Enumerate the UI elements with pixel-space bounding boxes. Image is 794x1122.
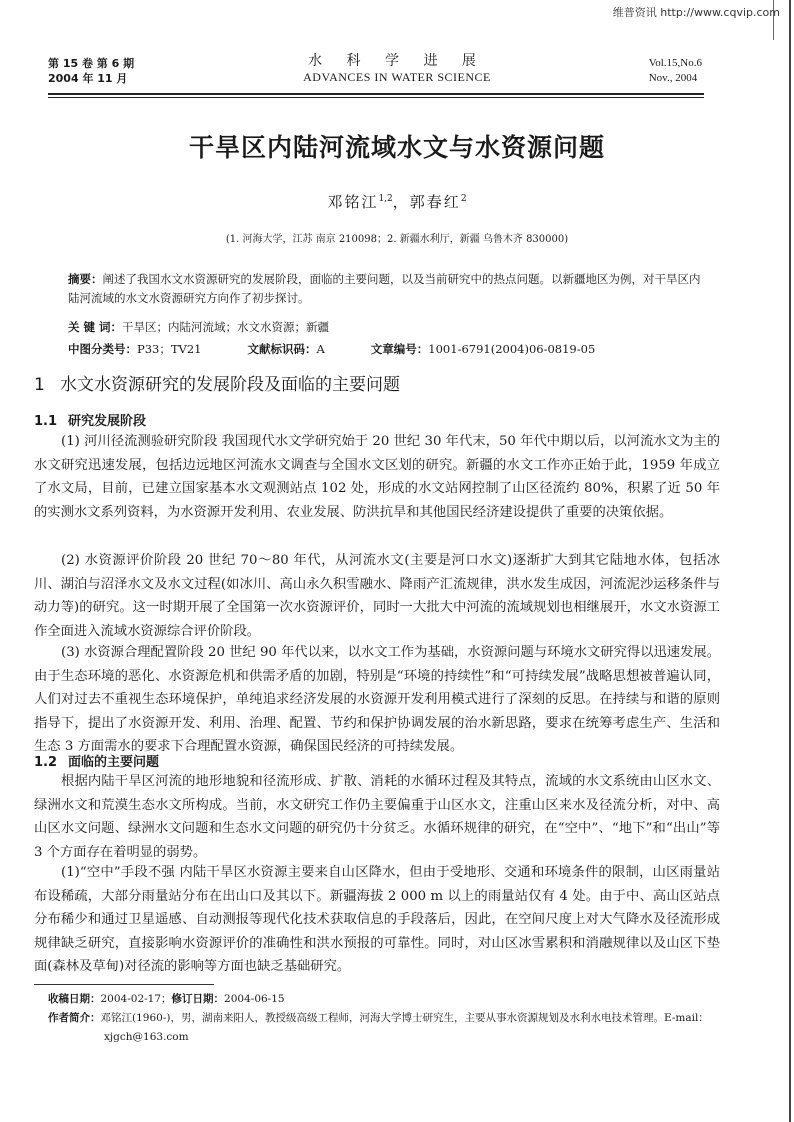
article-no-label: 文章编号： [370, 342, 429, 356]
section-heading [34, 370, 400, 395]
paper-title: 干旱区内陆河流域水文与水资源问题 [188, 133, 605, 162]
subsection-number: 1.2 [34, 755, 58, 770]
author-name: 郭春红 [409, 193, 461, 211]
doc-code-value: A [316, 342, 325, 356]
bio-label: 作者简介： [48, 1012, 101, 1024]
abstract [68, 270, 708, 308]
volume-en: Vol.15,No.6 [648, 57, 702, 69]
body-paragraph: (1)“空中”手段不强 内陆干旱区水资源主要来自山区降水，但由于受地形、交通和环境条件的限制，山区雨量站布设稀疏，大部分雨量站分布在出山口及其以下。新疆海拔 2 000 m 以上的雨量站仅有 4 处。由于中、高山区站点分布稀少和通过卫星遥感、自动测报等现代化技术获取信息的手段落后，因此，在空间尺度上对大气降水及径流形成规律缺乏研究，直接影响水资源评价的准确性和洪水预报的可靠性。同时，对山区冰雪累积和消融规律以及山区下垫面(森林及草甸)对径流的影响等方面也缺乏基础研究。 [34, 865, 720, 975]
received-label: 收稿日期： [48, 993, 101, 1005]
author-affil-mark: 1,2 [378, 194, 393, 204]
abstract-label: 摘要： [68, 272, 103, 286]
keywords-text: 干旱区；内陆河流域；水文水资源；新疆 [122, 320, 330, 334]
author-line [0, 191, 794, 212]
subsection-heading [34, 410, 146, 429]
abstract-text: 阐述了我国水文水资源研究的发展阶段，面临的主要问题，以及当前研究中的热点问题。以新疆地区为例，对干旱区内陆河流域的水文水资源研究方向作了初步探讨。 [68, 272, 701, 305]
revised-date: 2004-06-15 [224, 993, 285, 1005]
scan-edge-rule [789, 0, 791, 1122]
body-paragraph: 根据内陆干旱区河流的地形地貌和径流形成、扩散、消耗的水循环过程及其特点，流域的水文系统由山区水文、绿洲水文和荒漠生态水文所构成。当前，水文研究工作仍主要偏重于山区水文，注重山区来水及径流分析，对中、高山区水文问题、绿洲水文问题和生态水文问题的研究仍十分贫乏。水循环规律的研究，在“空中”、“地下”和“出山”等 3 个方面存在着明显的弱势。 [34, 774, 720, 860]
clc-label: 中图分类号： [68, 342, 137, 356]
body-paragraph: (3) 水资源合理配置阶段 20 世纪 90 年代以来，以水文工作为基础，水资源问题与环境水文研究得以迅速发展。由于生态环境的恶化、水资源危机和供需矛盾的加剧，特别是“环境的持续性”和“可持续发展”战略思想被普遍认同，人们对过去不重视生态环境保护，单纯追求经济发展的水资源开发利用模式进行了深刻的反思。在持续与和谐的原则指导下，提出了水资源开发、利用、治理、配置、节约和保护协调发展的治水新思路，要求在统筹考虑生产、生活和生态 3 方面需水的要求下合理配置水资源，确保国民经济的可持续发展。 [34, 645, 720, 755]
author-name: 邓铭江 [327, 193, 379, 211]
header-right [649, 56, 702, 86]
journal-name-en: ADVANCES IN WATER SCIENCE [303, 70, 491, 84]
journal-name-cn: 水 科 学 进 展 [308, 53, 486, 69]
subsection-title: 面临的主要问题 [68, 755, 160, 770]
clc-value: P33；TV21 [137, 342, 202, 356]
section-number: 1 [34, 375, 45, 395]
doc-code-label: 文献标识码： [247, 342, 317, 356]
keywords [68, 318, 708, 337]
author-separator: ， [392, 193, 410, 211]
footnote-author-bio [48, 1009, 728, 1047]
header-rule [48, 93, 704, 95]
author-affil-mark: 2 [460, 194, 467, 204]
affiliation: (1. 河海大学，江苏 南京 210098；2. 新疆水利厅，新疆 乌鲁木齐 830000) [225, 234, 569, 245]
body-paragraph: (1) 河川径流测验研究阶段 我国现代水文学研究始于 20 世纪 30 年代末，50 年代中期以后，以河流水文为主的水文研究迅速发展，包括边远地区河流水文调查与全国水文区划的研究。新疆的水文工作亦正始于此，1959 年成立了水文局，目前，已建立国家基本水文观测站点 102 处，形成的水文站网控制了山区径流约 80%，积累了近 50 年的实测水文系列资料，为水资源开发利用、农业发展、防洪抗旱和其他国民经济建设提供了重要的决策依据。 [34, 434, 720, 520]
body-paragraph: (2) 水资源评价阶段 20 世纪 70～80 年代，从河流水文(主要是河口水文)逐渐扩大到其它陆地水体，包括冰川、湖泊与沼泽水文及水文过程(如冰川、高山永久积雪融水、降雨产汇流规律，洪水发生成因，河流泥沙运移条件与动力等)的研究。这一时期开展了全国第一次水资源评价，同时一大批大中河流的流域规划也相继展开，水文水资源工作全面进入流域水资源综合评价阶段。 [34, 553, 720, 639]
subsection-title: 研究发展阶段 [68, 414, 147, 429]
keywords-label: 关 键 词： [68, 320, 123, 334]
revised-label: 修订日期： [171, 993, 225, 1005]
watermark: 维普资讯 http://www.cqvip.com [612, 6, 780, 19]
article-no-value: 1001-6791(2004)06-0819-05 [428, 342, 596, 356]
section-title: 水文水资源研究的发展阶段及面临的主要问题 [60, 375, 400, 395]
footnote-dates [48, 990, 728, 1009]
date-cn: 2004 年 11 月 [48, 72, 128, 85]
received-date: 2004-02-17； [100, 993, 172, 1005]
volume-cn: 第 15 卷 第 6 期 [48, 57, 135, 70]
bio-text: 邓铭江(1960-)，男，湖南来阳人，教授级高级工程师，河海大学博士研究生，主要从事水资源规划及水利水电技术管理。E-mail：xjgch@163.com [100, 1012, 709, 1043]
footnote-rule [34, 984, 214, 985]
header-rule-thin [48, 97, 704, 98]
subsection-number: 1.1 [34, 414, 58, 429]
subsection-heading [34, 751, 159, 770]
classification-line [68, 340, 708, 359]
date-en: Nov., 2004 [648, 72, 698, 84]
